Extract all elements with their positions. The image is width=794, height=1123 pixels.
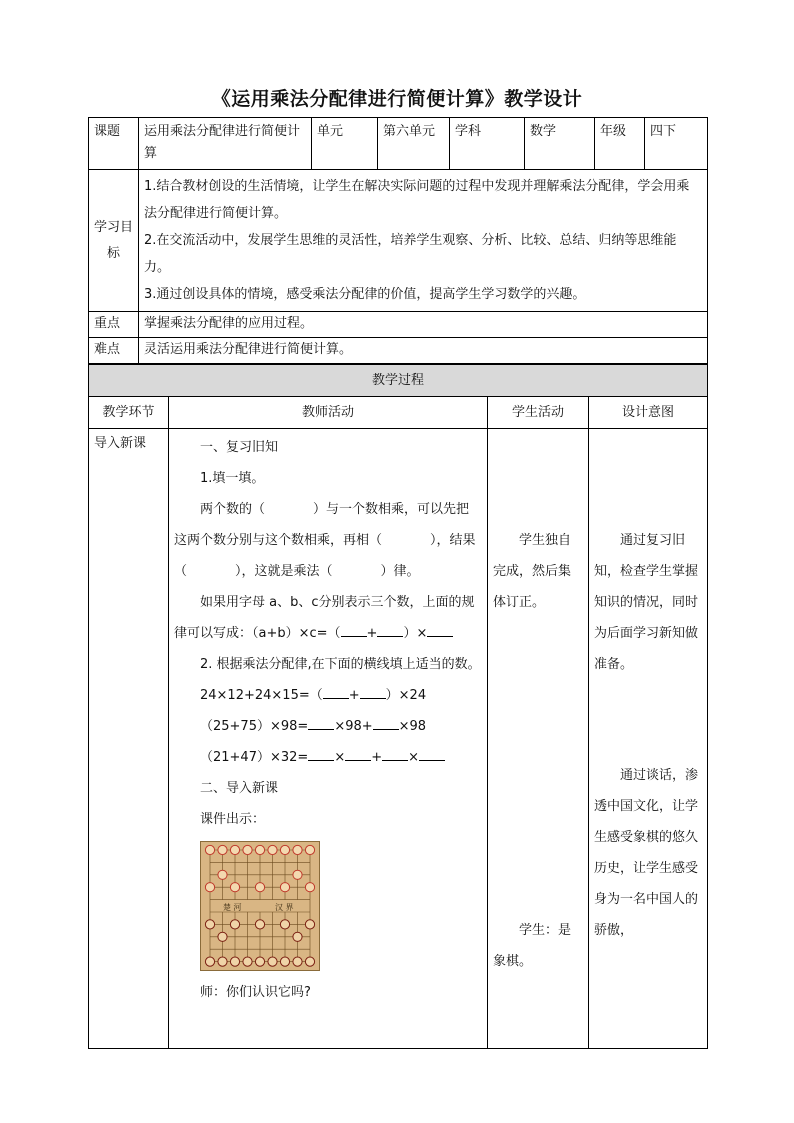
- chess-piece: [305, 957, 314, 966]
- chess-piece: [230, 845, 239, 854]
- equation-line: 24×12+24×15=（ + ）×24: [174, 680, 482, 711]
- chess-piece: [205, 957, 214, 966]
- process-table: [88, 364, 708, 1049]
- intent-text: 通过谈话，渗透中国文化，让学生感受象棋的悠久历史，让学生感受身为一名中国人的骄傲，: [594, 768, 699, 938]
- chess-piece: [230, 957, 239, 966]
- chess-piece: [268, 957, 277, 966]
- teacher-activity: [169, 429, 488, 1049]
- page-title: 《运用乘法分配律进行简便计算》教学设计: [211, 88, 583, 110]
- chess-piece: [280, 957, 289, 966]
- intent-text: 通过复习旧知，检查学生掌握知识的情况，同时为后面学习新知做准备。: [594, 533, 699, 672]
- chess-piece: [293, 957, 302, 966]
- chess-piece: [255, 957, 264, 966]
- process-header: 教学过程: [89, 365, 708, 397]
- key-value: 掌握乘法分配律的应用过程。: [139, 312, 708, 338]
- chess-piece: [293, 845, 302, 854]
- chess-piece: [305, 845, 314, 854]
- goal-item: 2.在交流活动中，发展学生思维的灵活性，培养学生观察、分析、比较、总结、归纳等思维能力。: [144, 233, 677, 275]
- topic-label: 课题: [89, 118, 139, 170]
- chess-piece: [230, 883, 239, 892]
- key-label: 重点: [89, 312, 139, 338]
- chess-piece: [243, 845, 252, 854]
- student-answer: 学生独自完成，然后集体订正。: [493, 533, 572, 610]
- exercise-title: 2. 根据乘法分配律,在下面的横线填上适当的数。: [200, 657, 481, 672]
- chess-board-image: [200, 841, 320, 971]
- teacher-question: 师：你们认识它吗?: [200, 985, 311, 1000]
- river-label-left: 楚 河: [223, 903, 242, 912]
- section-heading: 二、导入新课: [200, 781, 279, 796]
- goal-item: 3.通过创设具体的情境，感受乘法分配律的价值，提高学生学习数学的兴趣。: [144, 287, 586, 302]
- design-intent: [589, 429, 708, 1049]
- chess-piece: [218, 957, 227, 966]
- chess-piece: [205, 920, 214, 929]
- chess-piece: [243, 957, 252, 966]
- chess-piece: [218, 932, 227, 941]
- topic-value: 运用乘法分配律进行简便计算: [139, 118, 312, 170]
- student-answer: 学生：是象棋。: [493, 923, 572, 969]
- courseware-label: 课件出示：: [200, 812, 266, 827]
- chess-piece: [218, 845, 227, 854]
- chess-piece: [255, 883, 264, 892]
- formula-paragraph: 如果用字母 a、b、c分别表示三个数，上面的规律可以写成：（a+b）×c=（ + ）×: [174, 595, 475, 641]
- chess-piece: [230, 920, 239, 929]
- grade-label: 年级: [595, 118, 645, 170]
- column-header: 教学环节: [89, 397, 169, 429]
- chess-piece: [280, 920, 289, 929]
- fill-in-paragraph: 两个数的（ ）与一个数相乘，可以先把这两个数分别与这个数相乘，再相（ ），结果（ ），这就是乘法（ ）律。: [174, 502, 476, 579]
- column-header: 学生活动: [488, 397, 589, 429]
- chess-piece: [205, 845, 214, 854]
- exercise-title: 1.填一填。: [200, 471, 265, 486]
- difficulty-label: 难点: [89, 338, 139, 364]
- chess-piece: [255, 920, 264, 929]
- grade-value: 四下: [645, 118, 708, 170]
- unit-value: 第六单元: [378, 118, 450, 170]
- chess-piece: [293, 870, 302, 879]
- subject-value: 数学: [525, 118, 595, 170]
- chess-piece: [268, 845, 277, 854]
- column-header: 设计意图: [589, 397, 708, 429]
- stage-name: 导入新课: [89, 429, 169, 1049]
- chess-piece: [280, 883, 289, 892]
- chess-piece: [205, 883, 214, 892]
- goals-label: 学习目标: [89, 170, 139, 312]
- chess-piece: [305, 883, 314, 892]
- goals-cell: [139, 170, 708, 312]
- equation-line: （21+47）×32= × + ×: [174, 742, 482, 773]
- difficulty-value: 灵活运用乘法分配律进行简便计算。: [139, 338, 708, 364]
- chess-piece: [293, 932, 302, 941]
- chess-piece: [280, 845, 289, 854]
- unit-label: 单元: [312, 118, 378, 170]
- subject-label: 学科: [450, 118, 525, 170]
- equation-line: （25+75）×98= ×98+ ×98: [174, 711, 482, 742]
- river-label-right: 汉 界: [275, 903, 294, 912]
- chess-piece: [255, 845, 264, 854]
- column-header: 教师活动: [169, 397, 488, 429]
- chess-piece: [305, 920, 314, 929]
- student-activity: [488, 429, 589, 1049]
- goal-item: 1.结合教材创设的生活情境，让学生在解决实际问题的过程中发现并理解乘法分配律，学会用乘法分配律进行简便计算。: [144, 179, 690, 221]
- info-table: [88, 117, 708, 364]
- chess-piece: [218, 870, 227, 879]
- section-heading: 一、复习旧知: [200, 440, 279, 455]
